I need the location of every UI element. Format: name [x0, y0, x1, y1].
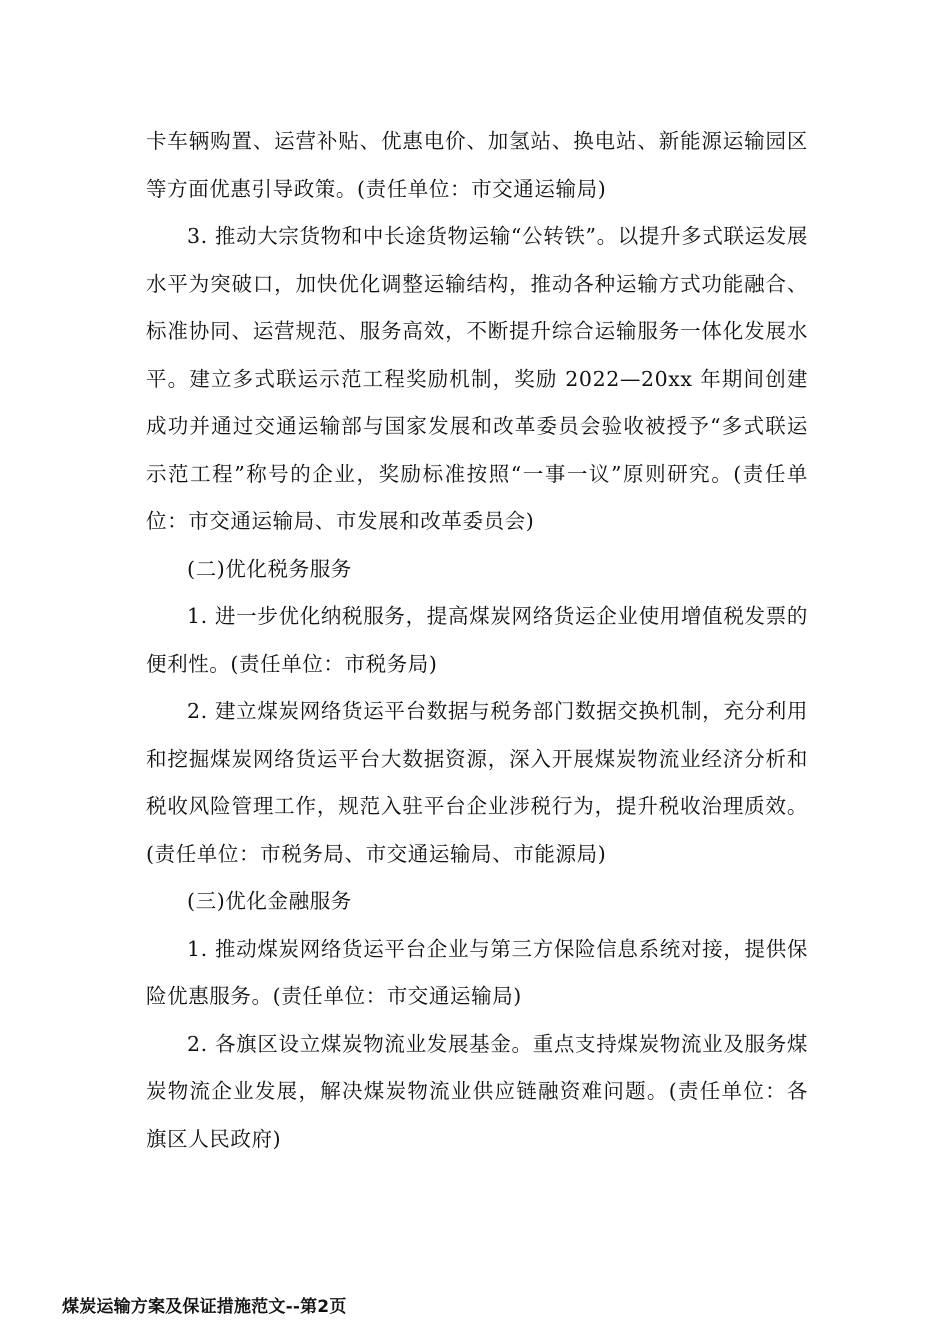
paragraph-finance-item-2: 2. 各旗区设立煤炭物流业发展基金。重点支持煤炭物流业及服务煤炭物流企业发展，解决煤炭物流业供应链融资难问题。(责任单位：各旗区人民政府) — [146, 1031, 808, 1151]
paragraph-tax-item-1: 1. 进一步优化纳税服务，提高煤炭网络货运企业使用增值税发票的便利性。(责任单位：市税务局) — [146, 604, 808, 676]
document-body — [146, 118, 808, 1163]
page-footer: 煤炭运输方案及保证措施范文--第2页 — [62, 1297, 347, 1317]
paragraph-tax-item-2: 2. 建立煤炭网络货运平台数据与税务部门数据交换机制，充分利用和挖掘煤炭网络货运平台大数据资源，深入开展煤炭物流业经济分析和税收风险管理工作，规范入驻平台企业涉税行为，提升税收治理质效。(责任单位：市税务局、市交通运输局、市能源局) — [146, 699, 808, 866]
paragraph-item-3-rail-transport: 3. 推动大宗货物和中长途货物运输“公转铁”。以提升多式联运发展水平为突破口，加快优化调整运输结构，推动各种运输方式功能融合、标准协同、运营规范、服务高效，不断提升综合运输服务一体化发展水平。建立多式联运示范工程奖励机制，奖励 2022—20xx 年期间创建成功并通过交通运输部与国家发展和改革委员会验收被授予“多式联运示范工程”称号的企业，奖励标准按照“一事一议”原则研究。(责任单位：市交通运输局、市发展和改革委员会) — [146, 224, 808, 533]
section-heading-tax-service: (二)优化税务服务 — [187, 556, 352, 581]
section-heading-finance-service: (三)优化金融服务 — [187, 889, 352, 913]
paragraph-continuation: 卡车辆购置、运营补贴、优惠电价、加氢站、换电站、新能源运输园区等方面优惠引导政策。(责任单位：市交通运输局) — [146, 129, 808, 201]
paragraph-finance-item-1: 1. 推动煤炭网络货运平台企业与第三方保险信息系统对接，提供保险优惠服务。(责任单位：市交通运输局) — [146, 936, 808, 1008]
